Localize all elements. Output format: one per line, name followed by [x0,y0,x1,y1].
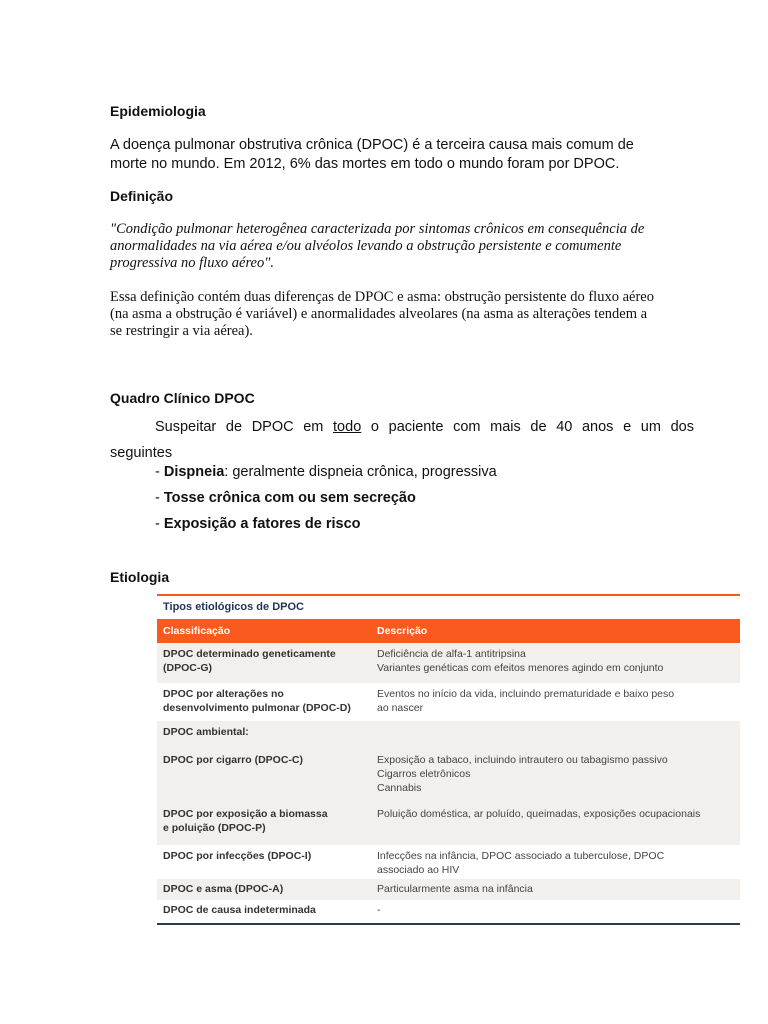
word: o [370,419,379,435]
cell-line: DPOC ambiental: [163,726,249,738]
epidemiologia-line-2: morte no mundo. Em 2012, 6% das mortes em todo o mundo foram por DPOC. [110,156,620,172]
word: DPOC [251,419,294,435]
word: de [225,419,243,435]
cell-line: Particularmente asma na infância [377,883,533,895]
bullet-bold: Dispneia [163,464,225,480]
cell-line: Eventos no início da vida, incluindo prematuridade e baixo peso [377,688,675,700]
word-underlined: todo [333,419,362,435]
quadro-paragraph [110,414,695,466]
table-row [157,900,740,925]
bullet-bold: Tosse crônica com ou sem secreção [163,490,416,506]
word: com [453,419,481,435]
definicao-para-line-3: se restringir a via aérea). [110,323,253,339]
cell-line: Cannabis [377,782,422,794]
cell-line: Deficiência de alfa-1 antitripsina [377,648,526,660]
cell-line: Variantes genéticas com efeitos menores agindo em conjunto [377,662,664,674]
table-row [157,879,740,900]
word: paciente [388,419,444,435]
table-row [157,643,740,683]
heading-quadro-clinico: Quadro Clínico DPOC [110,390,255,406]
table-row [157,721,740,751]
table-row [157,845,740,879]
quote-line-1: "Condição pulmonar heterogênea caracterizada por sintomas crônicos em consequência de [110,221,645,237]
cell-line: desenvolvimento pulmonar (DPOC-D) [163,702,351,714]
definicao-para-line-2: (na asma a obstrução é variável) e anormalidades alveolares (na asma as alterações tendem a [110,306,648,322]
word: mais [490,419,521,435]
word: Suspeitar [155,419,217,435]
quote-line-3: progressiva no fluxo aéreo". [110,255,274,271]
cell-line: ao nascer [377,702,424,714]
table-row [157,805,740,845]
table-group-ambiental [157,721,740,845]
quadro-line-2: seguintes [110,445,173,461]
cell-line: DPOC de causa indeterminada [163,904,316,916]
word: em [303,419,324,435]
cell-line: associado ao HIV [377,864,460,876]
header-descricao: Descrição [377,625,428,637]
bullet-dash: - [155,464,164,480]
bullet-text: : geralmente dispneia crônica, progressiva [224,464,497,480]
definicao-paragraph [110,289,695,340]
cell-line: DPOC por alterações no [163,688,284,700]
etiologia-table [157,594,740,925]
heading-epidemiologia: Epidemiologia [110,103,206,119]
bullet-tosse [155,490,416,506]
cell-line: Cigarros eletrônicos [377,768,471,780]
cell-line: (DPOC-G) [163,662,212,674]
definicao-para-line-1: Essa definição contém duas diferenças de DPOC e asma: obstrução persistente do fluxo aéreo [110,289,654,305]
cell-line: DPOC por exposição a biomassa [163,808,328,820]
cell-line: DPOC determinado geneticamente [163,648,336,660]
cell-line: DPOC por cigarro (DPOC-C) [163,754,304,766]
table-row [157,683,740,721]
table-header [157,619,740,643]
cell-line: - [377,904,381,916]
cell-line: Infecções na infância, DPOC associado a tuberculose, DPOC [377,850,665,862]
word: e [623,419,632,435]
cell-line: Exposição a tabaco, incluindo intrautero ou tabagismo passivo [377,754,668,766]
cell-line: e poluição (DPOC-P) [163,822,266,834]
definicao-quote [110,221,695,272]
word: um [640,419,661,435]
word: 40 [556,419,573,435]
cell-line: DPOC por infecções (DPOC-I) [163,850,312,862]
quote-line-2: anormalidades na via aérea e/ou alvéolos levando a obstrução persistente e comumente [110,238,622,254]
table-title: Tipos etiológicos de DPOC [157,594,740,619]
table-row [157,751,740,805]
bullet-dispneia [155,464,497,480]
epidemiologia-line-1: A doença pulmonar obstrutiva crônica (DPOC) é a terceira causa mais comum de [110,137,634,153]
word: anos [581,419,614,435]
cell-line: DPOC e asma (DPOC-A) [163,883,284,895]
bullet-exposicao [155,516,361,532]
heading-etiologia: Etiologia [110,569,170,585]
cell-line: Poluição doméstica, ar poluído, queimadas, exposições ocupacionais [377,808,701,820]
quadro-line-1 [110,414,694,440]
word: dos [670,419,694,435]
header-classificacao: Classificação [163,625,231,637]
epidemiologia-paragraph [110,136,695,174]
bullet-dash: - [155,516,164,532]
word: de [530,419,547,435]
bullet-dash: - [155,490,164,506]
heading-definicao: Definição [110,188,174,204]
bullet-bold: Exposição a fatores de risco [163,516,361,532]
